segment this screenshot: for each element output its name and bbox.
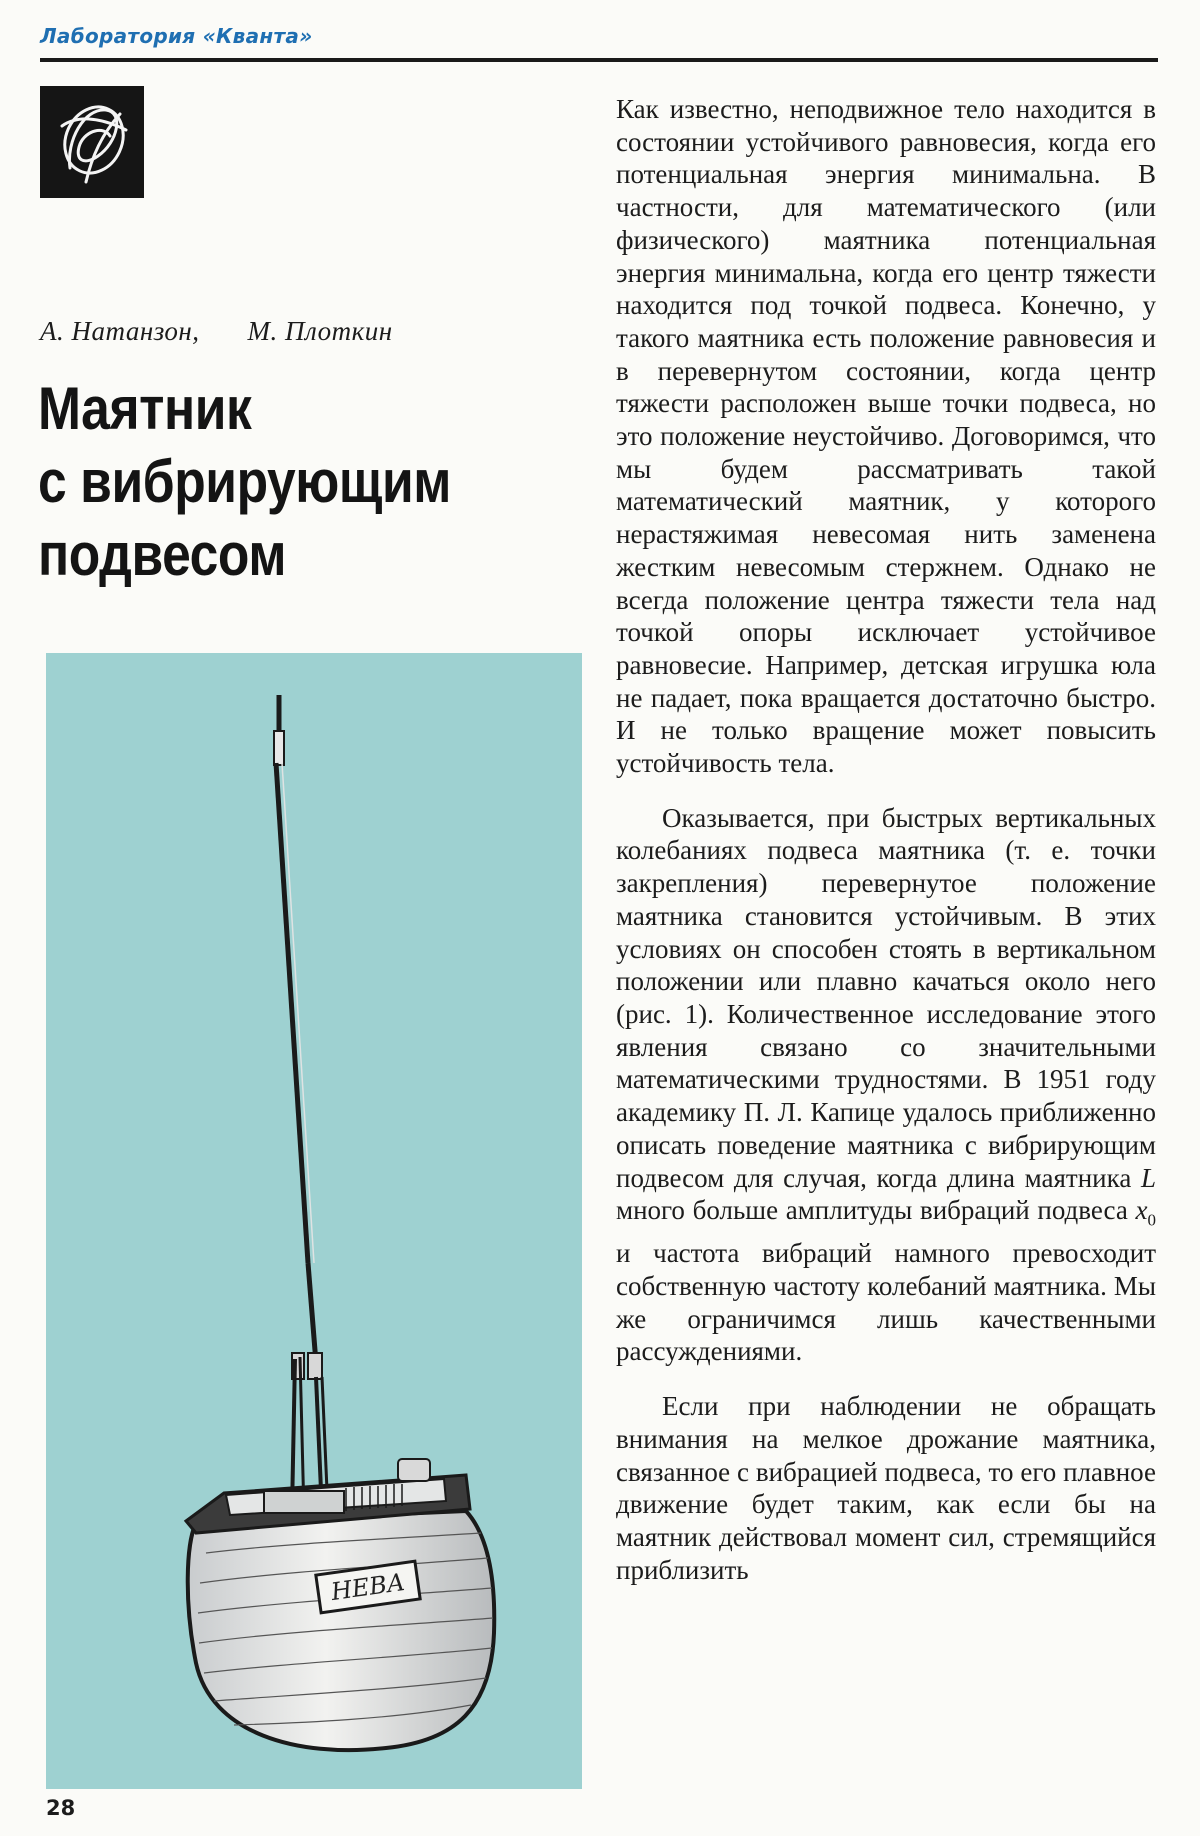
pendulum-device-illustration [46, 653, 582, 1789]
header-rule [40, 58, 1158, 62]
device-label: НЕВА [329, 1567, 407, 1607]
page-number: 28 [46, 1796, 76, 1820]
paragraph-2-part-a: Оказывается, при быстрых вертикальных колебаниях подвеса маятника (т. е. точки закрепления) перевернутое положение маятника становится устойчивым. В этих условиях он способен стоять в вертикальном положении или плавно качаться около него (рис. 1). Количественное исследование этого явления связано со значительными математическими трудностями. В 1951 году академику П. Л. Капице удалось приближенно описать поведение маятника с вибрирующим подвесом для случая, когда длина маятника [616, 802, 1156, 1193]
figure-pendulum-device [46, 653, 582, 1789]
title-line-2: с вибрирующим [38, 448, 452, 515]
paragraph-1: Как известно, неподвижное тело находится в состоянии устойчивого равновесия, когда его потенциальная энергия минимальна. В частности, для математического (или физического) маятника потенциальная энергия минимальна, когда его центр тяжести находится под точкой подвеса. Конечно, у такого маятника есть положение равновесия и в перевернутом состоянии, когда центр тяжести расположен выше точки подвеса, но это положение неустойчиво. Договоримся, что мы будем рассматривать такой математический маятник, у которого нерастяжимая невесомая нить заменена жестким невесомым стержнем. Однако не всегда положение центра тяжести тела над точкой опоры исключает устойчивое равновесие. Например, детская игрушка юла не падает, пока вращается достаточно быстро. И не только вращение может повысить устойчивость тела. [616, 94, 1156, 779]
title-line-3: подвесом [38, 521, 287, 588]
title-line-1: Маятник [38, 375, 252, 442]
author-1: А. Натанзон, [40, 316, 200, 346]
paragraph-2 [616, 802, 1156, 1368]
paragraph-3: Если при наблюдении не обращать внимания на мелкое дрожание маятника, связанное с вибрацией подвеса, то его плавное движение будет таким, как если бы на маятник действовал момент сил, стремящийся приблизить [616, 1391, 1156, 1585]
running-head: Лаборатория «Кванта» [40, 24, 313, 48]
vibrator-body [188, 1511, 495, 1750]
article-body [616, 93, 1156, 1586]
symbol-x: x [1135, 1195, 1148, 1226]
physics-emblem-icon [40, 86, 144, 198]
suspension-bracket [292, 1263, 328, 1515]
paragraph-2-part-c: и частота вибраций намного превосходит собственную частоту колебаний маятника. Мы же ограничимся лишь качественными рассуждениями. [616, 1238, 1156, 1367]
author-2: М. Плоткин [247, 316, 393, 346]
symbol-x-subscript: 0 [1147, 1210, 1156, 1230]
pendulum-rod [274, 695, 314, 1263]
symbol-L: L [1140, 1162, 1157, 1193]
article-title [38, 372, 468, 591]
article-authors [40, 316, 393, 347]
section-logo [40, 86, 144, 198]
paragraph-2-part-b: много больше амплитуды вибраций подвеса [616, 1195, 1136, 1226]
